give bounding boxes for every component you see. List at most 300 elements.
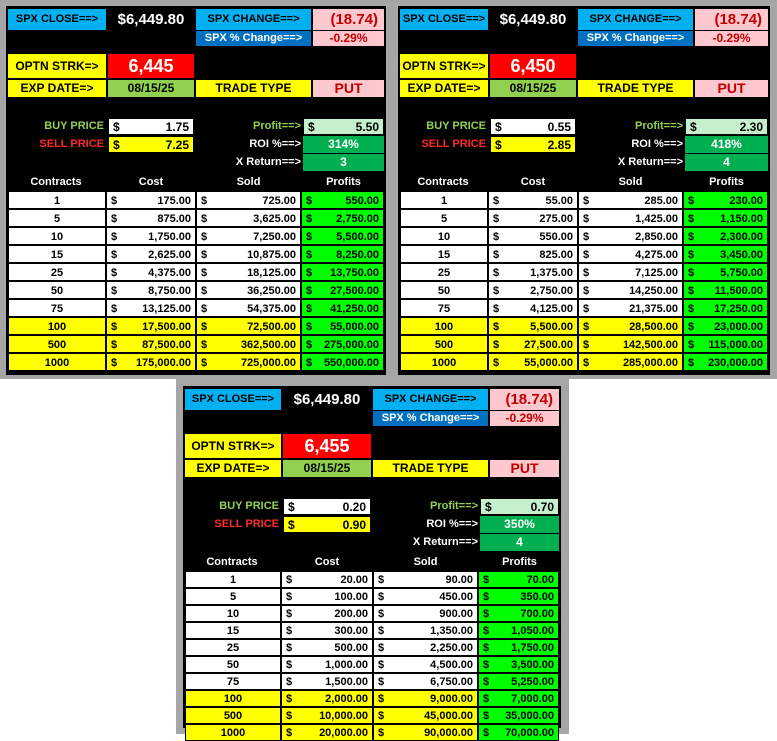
table-row-cost: [488, 299, 578, 317]
table-row-sold-value: 1,425.00: [635, 213, 678, 225]
sell-price-value-value: 7.25: [165, 138, 189, 152]
table-row-sold: [196, 227, 301, 245]
table-row-cost-value: 500.00: [334, 642, 368, 654]
table-row-cost-value: 20,000.00: [319, 727, 368, 739]
table-row-contracts: 1000: [8, 353, 106, 371]
table-row-profits: [683, 227, 768, 245]
dollar-sign: $: [493, 357, 500, 369]
dollar-sign: $: [201, 249, 208, 261]
table-row-profits-value: 1,750.00: [511, 642, 554, 654]
dollar-sign: $: [306, 195, 313, 207]
table-row-cost: [281, 588, 373, 605]
col-header-profits: Profits: [326, 176, 361, 188]
table-row-cost-value: 2,000.00: [325, 693, 368, 705]
dollar-sign: $: [111, 339, 118, 351]
table-row-contracts: 25: [185, 639, 281, 656]
table-row-sold: [373, 673, 478, 690]
dollar-sign: $: [493, 303, 500, 315]
table-row-cost-value: 2,625.00: [148, 249, 191, 261]
table-row-profits: [301, 245, 384, 263]
dollar-sign: $: [378, 608, 385, 620]
buy-price-label: BUY PRICE: [219, 500, 279, 512]
table-row-profits-value: 3,450.00: [720, 249, 763, 261]
spx-pct-change-value: -0.29%: [490, 411, 559, 426]
trade-sheet-strike-1: [6, 6, 386, 375]
table-row-contracts: 500: [400, 335, 488, 353]
dollar-sign: $: [583, 231, 590, 243]
dollar-sign: $: [688, 195, 695, 207]
table-row-profits-value: 70.00: [526, 574, 554, 586]
table-row-contracts: 10: [8, 227, 106, 245]
dollar-sign: $: [111, 213, 118, 225]
table-row-profits: [478, 690, 559, 707]
table-row-cost: [488, 263, 578, 281]
dollar-sign: $: [306, 339, 313, 351]
table-row-cost: [106, 245, 196, 263]
table-row-profits: [478, 639, 559, 656]
table-row-cost-value: 10,000.00: [319, 710, 368, 722]
table-row-contracts: 50: [8, 281, 106, 299]
sell-price-value-value: 0.90: [342, 518, 366, 532]
table-row-contracts: 1000: [185, 724, 281, 741]
dollar-sign: $: [201, 285, 208, 297]
table-row-profits: [683, 335, 768, 353]
dollar-sign: $: [483, 676, 490, 688]
exp-date-label: EXP DATE=>: [185, 460, 281, 477]
table-row-sold-value: 36,250.00: [247, 285, 296, 297]
table-row-cost-value: 8,750.00: [148, 285, 191, 297]
spx-change-value: (18.74): [695, 9, 768, 30]
table-row-profits: [478, 656, 559, 673]
table-row-cost-value: 100.00: [334, 591, 368, 603]
table-row-contracts: 75: [8, 299, 106, 317]
profit-value: [303, 118, 384, 135]
dollar-sign: $: [583, 339, 590, 351]
table-row-cost: [106, 317, 196, 335]
dollar-sign: $: [583, 267, 590, 279]
table-row-profits: [478, 588, 559, 605]
table-row-cost-value: 175.00: [157, 195, 191, 207]
table-row-cost-value: 550.00: [539, 231, 573, 243]
col-header-sold: Sold: [413, 556, 438, 568]
table-row-contracts: 10: [400, 227, 488, 245]
dollar-sign: $: [688, 303, 695, 315]
table-row-contracts: 1000: [400, 353, 488, 371]
spx-close-label: SPX CLOSE==>: [185, 389, 281, 410]
table-row-profits-value: 7,000.00: [511, 693, 554, 705]
table-row-contracts: 100: [185, 690, 281, 707]
dollar-sign: $: [493, 249, 500, 261]
col-header-cost: Cost: [520, 176, 546, 188]
dollar-sign: $: [583, 213, 590, 225]
table-row-cost: [106, 299, 196, 317]
dollar-sign: $: [688, 339, 695, 351]
exp-date-value: 08/15/25: [108, 80, 194, 97]
table-row-profits-value: 550.00: [345, 195, 379, 207]
dollar-sign: $: [378, 591, 385, 603]
dollar-sign: $: [483, 659, 490, 671]
table-row-profits-value: 350.00: [520, 591, 554, 603]
table-row-cost-value: 825.00: [539, 249, 573, 261]
table-row-sold-value: 1,350.00: [430, 625, 473, 637]
dollar-sign: $: [201, 195, 208, 207]
table-row-sold: [196, 263, 301, 281]
table-row-cost: [106, 335, 196, 353]
dollar-sign: $: [201, 303, 208, 315]
dollar-sign: $: [286, 659, 293, 671]
table-row-sold-value: 450.00: [439, 591, 473, 603]
dollar-sign: $: [306, 303, 313, 315]
table-row-sold: [196, 353, 301, 371]
dollar-sign: $: [201, 213, 208, 225]
col-header-sold: Sold: [236, 176, 261, 188]
table-row-sold: [578, 353, 683, 371]
dollar-sign: $: [483, 591, 490, 603]
dollar-sign: $: [288, 500, 295, 514]
dollar-sign: $: [286, 608, 293, 620]
table-row-cost-value: 17,500.00: [142, 321, 191, 333]
table-row-sold-value: 285.00: [644, 195, 678, 207]
table-row-sold-value: 9,000.00: [430, 693, 473, 705]
spx-pct-change-label: SPX % Change==>: [196, 31, 311, 46]
table-row-contracts: 15: [400, 245, 488, 263]
spx-close-value: $6,449.80: [108, 9, 194, 30]
table-row-profits: [683, 317, 768, 335]
table-row-sold-value: 2,250.00: [430, 642, 473, 654]
dollar-sign: $: [201, 321, 208, 333]
table-row-profits-value: 5,250.00: [511, 676, 554, 688]
table-row-profits-value: 8,250.00: [336, 249, 379, 261]
dollar-sign: $: [483, 625, 490, 637]
table-row-profits-value: 70,000.00: [505, 727, 554, 739]
roi-value: 314%: [303, 136, 384, 153]
table-row-cost-value: 300.00: [334, 625, 368, 637]
table-row-cost-value: 1,000.00: [325, 659, 368, 671]
dollar-sign: $: [485, 500, 492, 514]
dollar-sign: $: [688, 285, 695, 297]
table-row-contracts: 100: [8, 317, 106, 335]
table-row-sold-value: 10,875.00: [247, 249, 296, 261]
col-header-sold: Sold: [618, 176, 643, 188]
dollar-sign: $: [483, 693, 490, 705]
dollar-sign: $: [688, 267, 695, 279]
table-row-sold-value: 14,250.00: [629, 285, 678, 297]
x-return-value: 3: [303, 154, 384, 171]
dollar-sign: $: [378, 659, 385, 671]
table-row-sold-value: 54,375.00: [247, 303, 296, 315]
sell-price-label: SELL PRICE: [421, 138, 486, 150]
table-row-cost-value: 275.00: [539, 213, 573, 225]
table-row-profits-value: 700.00: [520, 608, 554, 620]
table-row-cost: [281, 605, 373, 622]
dollar-sign: $: [286, 676, 293, 688]
table-row-sold-value: 18,125.00: [247, 267, 296, 279]
optn-strike-label: OPTN STRK=>: [8, 54, 106, 78]
dollar-sign: $: [583, 357, 590, 369]
dollar-sign: $: [378, 727, 385, 739]
profit-value: [480, 498, 559, 515]
dollar-sign: $: [286, 574, 293, 586]
table-row-profits: [478, 673, 559, 690]
dollar-sign: $: [378, 642, 385, 654]
table-row-profits: [683, 263, 768, 281]
sell-price-value: [490, 136, 576, 153]
profit-label: Profit==>: [430, 500, 478, 512]
dollar-sign: $: [495, 120, 502, 134]
table-row-sold-value: 2,850.00: [635, 231, 678, 243]
dollar-sign: $: [583, 285, 590, 297]
table-row-contracts: 1: [185, 571, 281, 588]
table-row-sold-value: 900.00: [439, 608, 473, 620]
table-row-profits-value: 35,000.00: [505, 710, 554, 722]
table-row-profits: [478, 724, 559, 741]
table-row-cost-value: 87,500.00: [142, 339, 191, 351]
table-row-cost-value: 875.00: [157, 213, 191, 225]
dollar-sign: $: [288, 518, 295, 532]
table-row-contracts: 10: [185, 605, 281, 622]
table-row-profits-value: 230,000.00: [707, 357, 763, 369]
table-row-profits: [478, 571, 559, 588]
table-row-sold: [578, 299, 683, 317]
table-row-cost-value: 4,125.00: [530, 303, 573, 315]
table-row-profits-value: 1,150.00: [720, 213, 763, 225]
table-row-cost: [488, 353, 578, 371]
dollar-sign: $: [111, 231, 118, 243]
table-row-cost: [106, 353, 196, 371]
col-header-profits: Profits: [709, 176, 744, 188]
table-row-cost-value: 2,750.00: [530, 285, 573, 297]
buy-price-value: [283, 498, 371, 515]
profit-value-value: 5.50: [355, 120, 379, 134]
table-row-sold-value: 142,500.00: [622, 339, 678, 351]
exp-date-label: EXP DATE=>: [8, 80, 106, 97]
sell-price-value-value: 2.85: [547, 138, 571, 152]
buy-price-label: BUY PRICE: [44, 120, 104, 132]
table-row-cost: [488, 209, 578, 227]
table-row-profits: [683, 209, 768, 227]
dollar-sign: $: [378, 693, 385, 705]
dollar-sign: $: [308, 120, 315, 134]
trade-type-label: TRADE TYPE: [196, 80, 311, 97]
dollar-sign: $: [286, 710, 293, 722]
dollar-sign: $: [201, 339, 208, 351]
spx-change-value: (18.74): [490, 389, 559, 410]
table-row-profits-value: 5,750.00: [720, 267, 763, 279]
dollar-sign: $: [111, 357, 118, 369]
table-row-cost-value: 20.00: [340, 574, 368, 586]
roi-label: ROI %==>: [631, 138, 683, 150]
spx-close-label: SPX CLOSE==>: [8, 9, 106, 30]
table-row-sold: [373, 690, 478, 707]
dollar-sign: $: [111, 321, 118, 333]
dollar-sign: $: [483, 727, 490, 739]
dollar-sign: $: [306, 249, 313, 261]
x-return-value: 4: [480, 534, 559, 551]
table-row-sold: [373, 707, 478, 724]
x-return-label: X Return==>: [617, 156, 683, 168]
table-row-contracts: 500: [8, 335, 106, 353]
profit-label: Profit==>: [635, 120, 683, 132]
spx-pct-change-value: -0.29%: [695, 31, 768, 46]
table-row-sold-value: 90,000.00: [424, 727, 473, 739]
dollar-sign: $: [483, 608, 490, 620]
buy-price-value: [490, 118, 576, 135]
table-row-sold: [578, 317, 683, 335]
spx-close-label: SPX CLOSE==>: [400, 9, 488, 30]
table-row-sold: [578, 263, 683, 281]
profit-value-value: 0.70: [530, 500, 554, 514]
dollar-sign: $: [483, 642, 490, 654]
table-row-profits-value: 115,000.00: [708, 339, 763, 351]
table-row-profits: [301, 209, 384, 227]
table-row-profits-value: 2,750.00: [336, 213, 379, 225]
table-row-profits-value: 2,300.00: [720, 231, 763, 243]
table-row-cost: [106, 263, 196, 281]
dollar-sign: $: [493, 213, 500, 225]
table-row-cost: [281, 690, 373, 707]
table-row-contracts: 5: [8, 209, 106, 227]
table-row-profits-value: 5,500.00: [336, 231, 379, 243]
roi-label: ROI %==>: [426, 518, 478, 530]
table-row-profits: [301, 281, 384, 299]
x-return-value: 4: [685, 154, 768, 171]
dollar-sign: $: [690, 120, 697, 134]
col-header-contracts: Contracts: [417, 176, 469, 188]
dollar-sign: $: [378, 625, 385, 637]
dollar-sign: $: [378, 676, 385, 688]
dollar-sign: $: [688, 321, 695, 333]
dollar-sign: $: [583, 249, 590, 261]
table-row-sold: [196, 191, 301, 209]
table-row-cost-value: 1,375.00: [530, 267, 573, 279]
table-row-profits-value: 27,500.00: [330, 285, 379, 297]
table-row-cost: [488, 281, 578, 299]
dollar-sign: $: [493, 231, 500, 243]
dollar-sign: $: [201, 357, 208, 369]
table-row-cost: [106, 281, 196, 299]
table-row-sold-value: 7,250.00: [253, 231, 296, 243]
table-row-sold-value: 725,000.00: [240, 357, 296, 369]
spx-change-label: SPX CHANGE==>: [578, 9, 693, 30]
dollar-sign: $: [113, 120, 120, 134]
table-row-cost-value: 4,375.00: [148, 267, 191, 279]
table-row-contracts: 15: [185, 622, 281, 639]
table-row-cost-value: 55.00: [545, 195, 573, 207]
table-row-profits-value: 550,000.00: [323, 357, 379, 369]
col-header-contracts: Contracts: [206, 556, 258, 568]
table-row-cost-value: 55,000.00: [524, 357, 573, 369]
table-row-cost: [106, 209, 196, 227]
dollar-sign: $: [286, 591, 293, 603]
table-row-contracts: 50: [400, 281, 488, 299]
table-row-profits: [301, 317, 384, 335]
dollar-sign: $: [201, 231, 208, 243]
table-row-sold-value: 7,125.00: [635, 267, 678, 279]
table-row-sold: [578, 191, 683, 209]
dollar-sign: $: [306, 213, 313, 225]
table-row-cost-value: 175,000.00: [135, 357, 191, 369]
dollar-sign: $: [483, 574, 490, 586]
dollar-sign: $: [111, 195, 118, 207]
dollar-sign: $: [306, 267, 313, 279]
table-row-contracts: 1: [400, 191, 488, 209]
table-row-cost: [106, 227, 196, 245]
optn-strike-value: 6,445: [108, 54, 194, 78]
table-row-cost-value: 27,500.00: [524, 339, 573, 351]
dollar-sign: $: [306, 231, 313, 243]
table-row-sold: [373, 622, 478, 639]
sell-price-value: [283, 516, 371, 533]
dollar-sign: $: [286, 625, 293, 637]
spx-change-label: SPX CHANGE==>: [196, 9, 311, 30]
table-row-profits-value: 3,500.00: [511, 659, 554, 671]
table-row-sold-value: 725.00: [262, 195, 296, 207]
dollar-sign: $: [493, 267, 500, 279]
dollar-sign: $: [111, 285, 118, 297]
table-row-cost: [281, 656, 373, 673]
exp-date-value: 08/15/25: [490, 80, 576, 97]
trade-sheet-strike-2: [398, 6, 770, 375]
table-row-sold: [196, 317, 301, 335]
table-row-sold-value: 21,375.00: [629, 303, 678, 315]
exp-date-value: 08/15/25: [283, 460, 371, 477]
table-row-cost: [106, 191, 196, 209]
dollar-sign: $: [286, 727, 293, 739]
table-row-profits-value: 13,750.00: [330, 267, 379, 279]
trade-type-value: PUT: [313, 80, 384, 97]
exp-date-label: EXP DATE=>: [400, 80, 488, 97]
trade-type-label: TRADE TYPE: [373, 460, 488, 477]
col-header-cost: Cost: [314, 556, 340, 568]
table-row-sold-value: 3,625.00: [253, 213, 296, 225]
table-row-cost-value: 1,500.00: [325, 676, 368, 688]
spx-close-value: $6,449.80: [490, 9, 576, 30]
table-row-profits-value: 23,000.00: [714, 321, 763, 333]
table-row-sold-value: 362,500.00: [240, 339, 296, 351]
buy-price-value-value: 1.75: [165, 120, 189, 134]
dollar-sign: $: [306, 285, 313, 297]
buy-price-label: BUY PRICE: [426, 120, 486, 132]
buy-price-value-value: 0.20: [342, 500, 366, 514]
trade-type-value: PUT: [695, 80, 768, 97]
dollar-sign: $: [111, 303, 118, 315]
dollar-sign: $: [493, 195, 500, 207]
table-row-profits-value: 230.00: [729, 195, 763, 207]
optn-strike-label: OPTN STRK=>: [400, 54, 488, 78]
table-row-contracts: 75: [400, 299, 488, 317]
table-row-profits-value: 11,500.00: [714, 285, 763, 297]
roi-value: 418%: [685, 136, 768, 153]
spx-change-value: (18.74): [313, 9, 384, 30]
dollar-sign: $: [286, 642, 293, 654]
table-row-sold: [578, 281, 683, 299]
table-row-cost: [281, 724, 373, 741]
dollar-sign: $: [483, 710, 490, 722]
dollar-sign: $: [306, 357, 313, 369]
table-row-contracts: 50: [185, 656, 281, 673]
table-row-profits-value: 55,000.00: [330, 321, 379, 333]
dollar-sign: $: [113, 138, 120, 152]
table-row-cost: [488, 335, 578, 353]
table-row-profits: [683, 245, 768, 263]
table-row-cost: [281, 673, 373, 690]
table-row-profits: [683, 299, 768, 317]
table-row-profits-value: 1,050.00: [511, 625, 554, 637]
spx-pct-change-value: -0.29%: [313, 31, 384, 46]
table-row-sold: [196, 335, 301, 353]
table-row-contracts: 5: [400, 209, 488, 227]
table-row-profits: [301, 263, 384, 281]
